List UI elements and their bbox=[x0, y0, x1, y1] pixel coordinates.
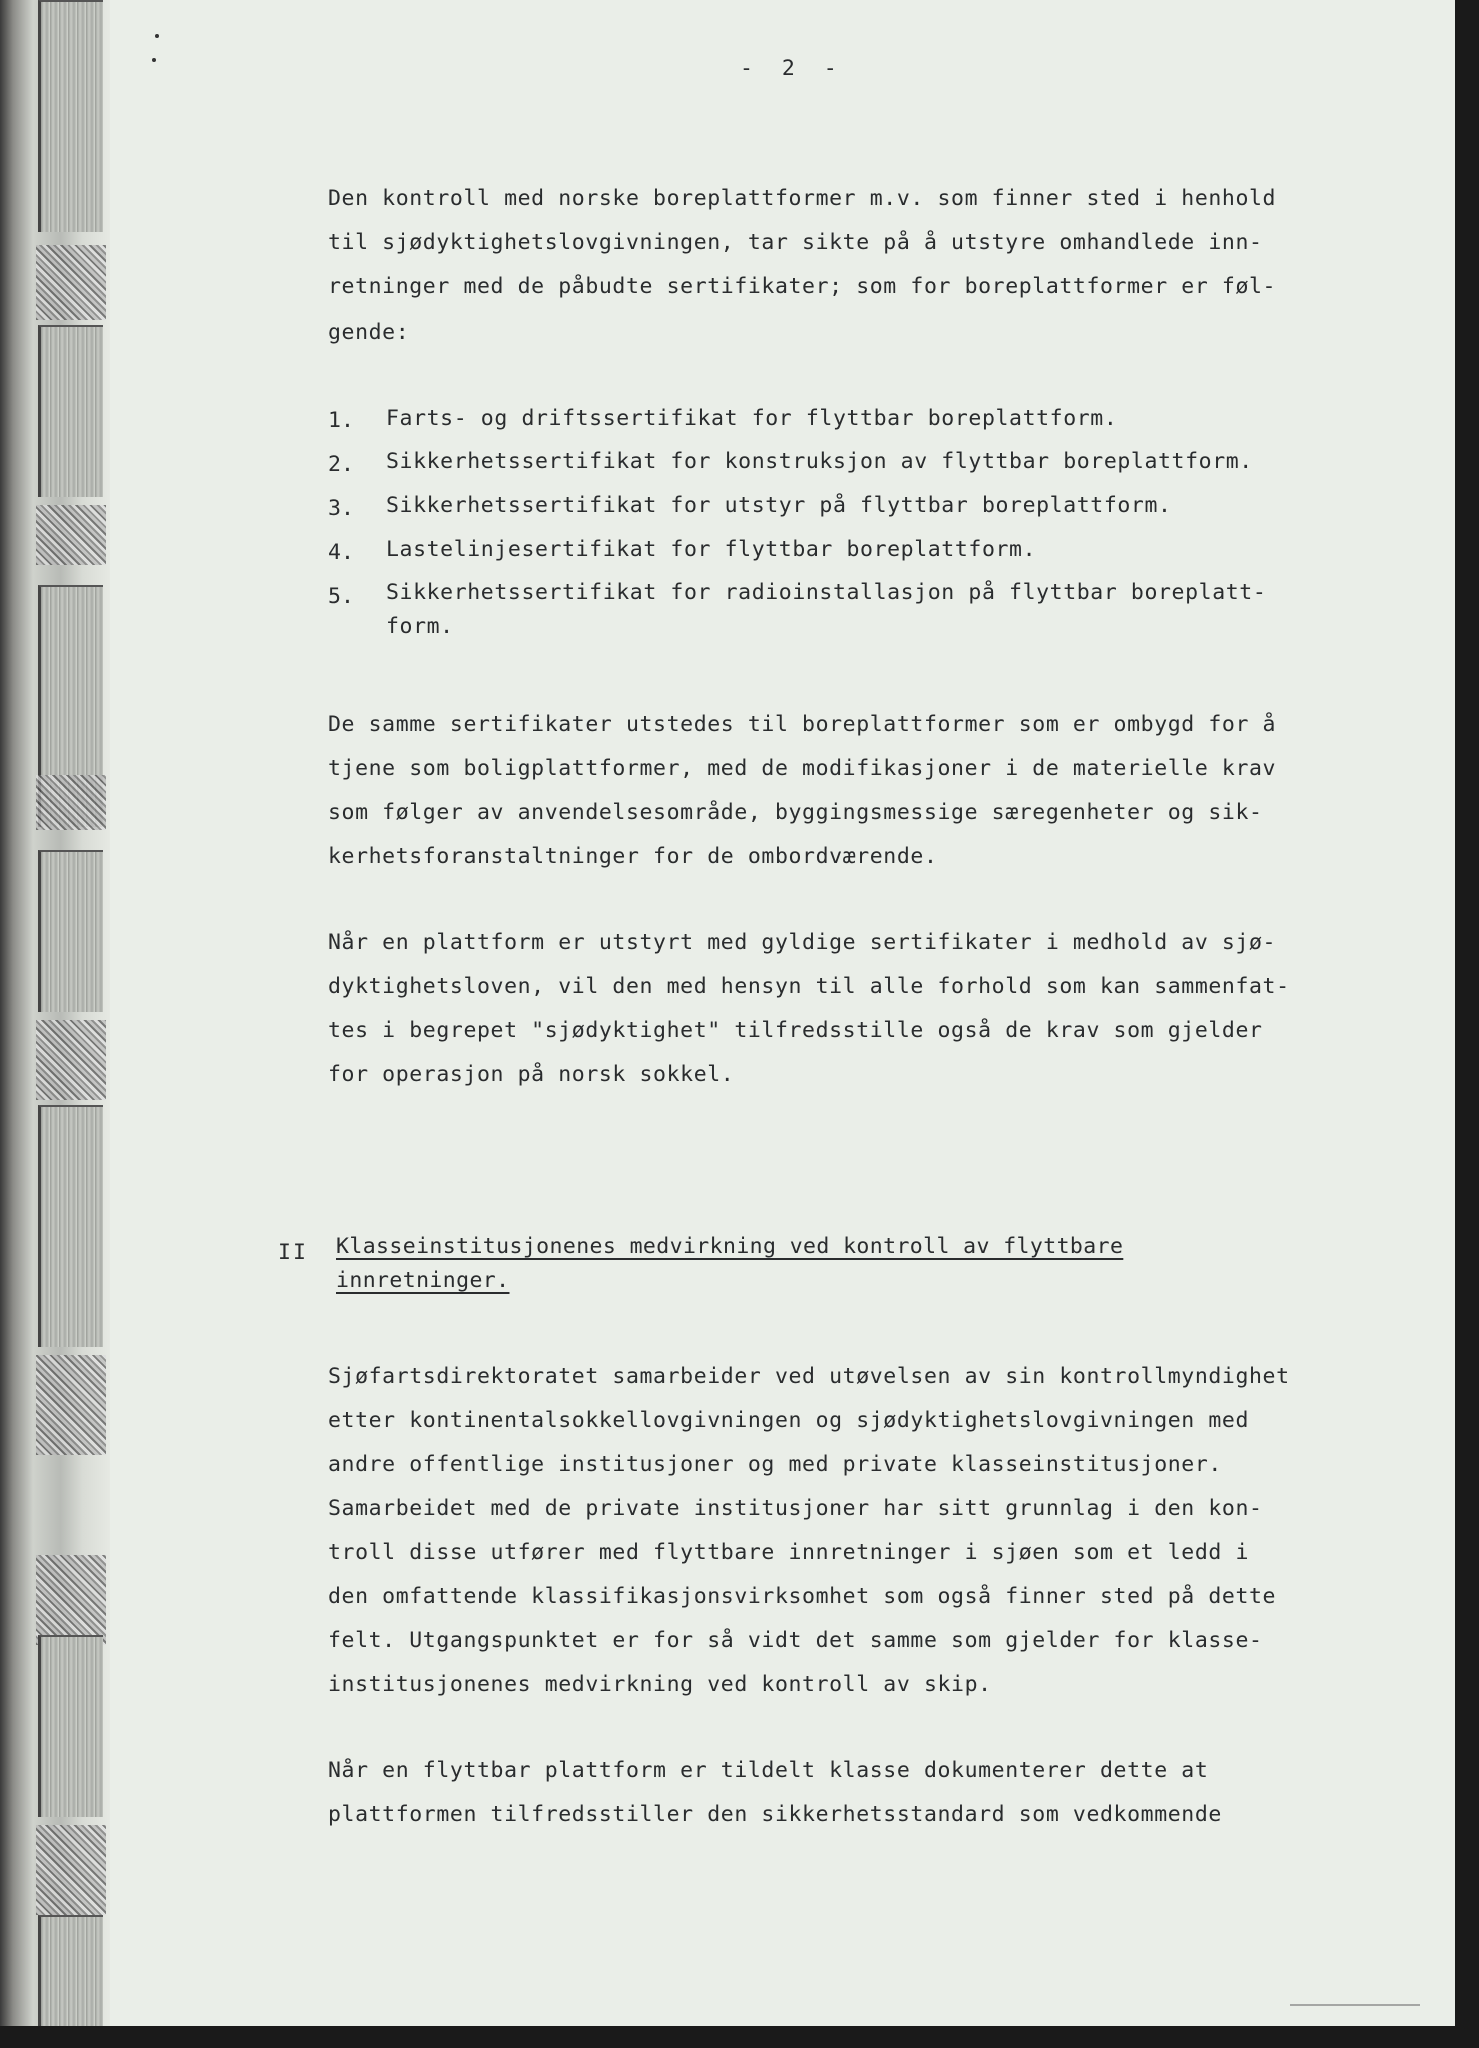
paragraph-line: tes i begrepet "sjødyktighet" tilfredsstille også de krav som gjelder bbox=[328, 1018, 1263, 1043]
binding-texture bbox=[36, 775, 106, 830]
paragraph-line: som følger av anvendelsesområde, byggingsmessige særegenheter og sik- bbox=[328, 800, 1263, 825]
binding-panel bbox=[38, 1635, 103, 1817]
paragraph-line: De samme sertifikater utstedes til boreplattformer som er ombygd for å bbox=[328, 712, 1277, 737]
list-number: 5. bbox=[328, 584, 354, 609]
paragraph-line: kerhetsforanstaltninger for de ombordværende. bbox=[328, 844, 938, 869]
scan-speck bbox=[155, 34, 159, 38]
paragraph-line: retninger med de påbudte sertifikater; som for boreplattformer er føl- bbox=[328, 274, 1277, 299]
binding-texture bbox=[36, 1825, 106, 1915]
list-item: Sikkerhetssertifikat for utstyr på flyttbar boreplattform. bbox=[386, 493, 1172, 518]
page-number: - 2 - bbox=[740, 56, 845, 81]
section-title: innretninger. bbox=[336, 1268, 510, 1293]
paragraph-line: gende: bbox=[328, 320, 410, 345]
list-item: Lastelinjesertifikat for flyttbar boreplattform. bbox=[386, 537, 1037, 562]
list-number: 4. bbox=[328, 540, 354, 565]
binding-texture bbox=[36, 1555, 106, 1645]
paragraph-line: for operasjon på norsk sokkel. bbox=[328, 1062, 735, 1087]
paragraph-line: felt. Utgangspunktet er for så vidt det samme som gjelder for klasse- bbox=[328, 1628, 1263, 1653]
binding-texture bbox=[36, 1355, 106, 1455]
paragraph-line: Samarbeidet med de private institusjoner har sitt grunnlag i den kon- bbox=[328, 1496, 1263, 1521]
paragraph-line: dyktighetsloven, vil den med hensyn til alle forhold som kan sammenfat- bbox=[328, 974, 1290, 999]
binding-panel bbox=[38, 1105, 103, 1347]
list-number: 3. bbox=[328, 496, 354, 521]
paragraph-line: tjene som boligplattformer, med de modifikasjoner i de materielle krav bbox=[328, 756, 1277, 781]
list-number: 1. bbox=[328, 408, 354, 433]
paragraph-line: Når en plattform er utstyrt med gyldige sertifikater i medhold av sjø- bbox=[328, 930, 1277, 955]
paragraph-line: troll disse utfører med flyttbare innretninger i sjøen som et ledd i bbox=[328, 1540, 1249, 1565]
paragraph-line: institusjonenes medvirkning ved kontroll av skip. bbox=[328, 1672, 992, 1697]
list-number: 2. bbox=[328, 452, 354, 477]
paragraph-line: Når en flyttbar plattform er tildelt klasse dokumenterer dette at bbox=[328, 1758, 1209, 1783]
section-number: II bbox=[278, 1240, 308, 1265]
list-item: form. bbox=[386, 614, 454, 639]
paragraph-line: andre offentlige institusjoner og med private klasseinstitusjoner. bbox=[328, 1452, 1222, 1477]
list-item: Sikkerhetssertifikat for radioinstallasjon på flyttbar boreplatt- bbox=[386, 580, 1267, 605]
binding-texture bbox=[36, 1020, 106, 1100]
paragraph-line: etter kontinentalsokkellovgivningen og sjødyktighetslovgivningen med bbox=[328, 1408, 1249, 1433]
section-title: Klasseinstitusjonenes medvirkning ved kontroll av flyttbare bbox=[336, 1234, 1124, 1259]
binding-texture bbox=[36, 505, 106, 565]
paragraph-line: Sjøfartsdirektoratet samarbeider ved utøvelsen av sin kontrollmyndighet bbox=[328, 1364, 1290, 1389]
binding-texture bbox=[36, 245, 106, 320]
list-item: Sikkerhetssertifikat for konstruksjon av flyttbar boreplattform. bbox=[386, 449, 1253, 474]
paragraph-line: den omfattende klassifikasjonsvirksomhet som også finner sted på dette bbox=[328, 1584, 1277, 1609]
scan-artifact-rule bbox=[1290, 2004, 1420, 2006]
binding-panel bbox=[38, 850, 103, 1012]
binding-panel bbox=[38, 1915, 103, 2026]
binding-panel bbox=[38, 0, 103, 232]
paragraph-line: plattformen tilfredsstiller den sikkerhetsstandard som vedkommende bbox=[328, 1802, 1222, 1827]
paragraph-line: Den kontroll med norske boreplattformer m.v. som finner sted i henhold bbox=[328, 186, 1277, 211]
list-item: Farts- og driftssertifikat for flyttbar boreplattform. bbox=[386, 406, 1118, 431]
paragraph-line: til sjødyktighetslovgivningen, tar sikte på å utstyre omhandlede inn- bbox=[328, 230, 1263, 255]
binding-panel bbox=[38, 325, 103, 497]
binding-strip bbox=[0, 0, 110, 2026]
scan-speck bbox=[152, 58, 156, 62]
